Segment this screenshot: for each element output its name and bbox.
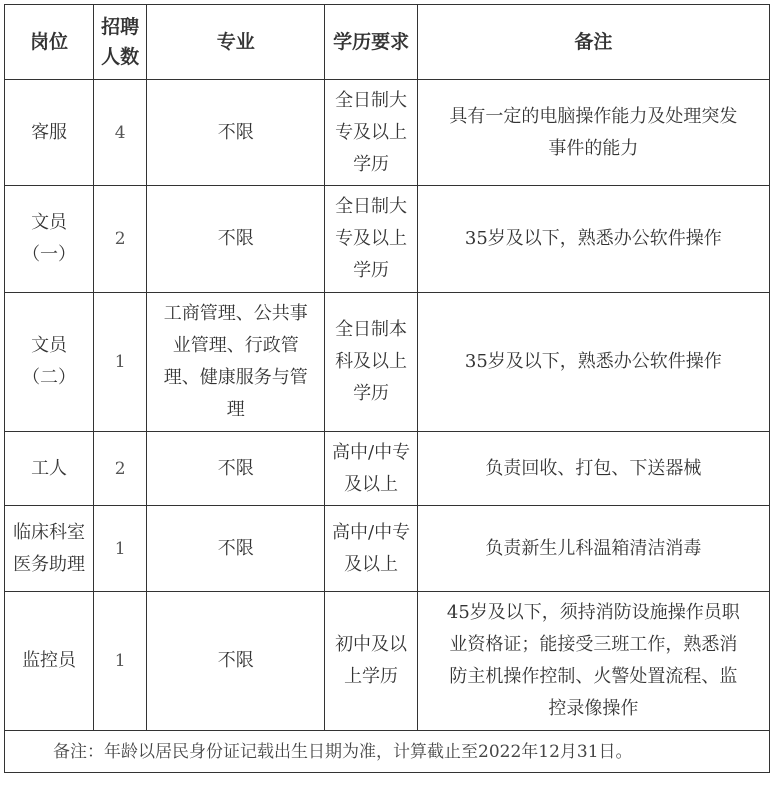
cell-notes-line: 具有一定的电脑操作能力及处理突发	[449, 105, 738, 127]
cell-position	[5, 432, 94, 506]
cell-notes-line: 负责新生儿科温箱清洁消毒	[485, 537, 702, 559]
cell-major-line: 不限	[217, 228, 254, 249]
cell-major	[147, 592, 325, 731]
cell-education	[325, 592, 417, 731]
cell-major-line: 不限	[217, 121, 254, 143]
cell-major-line: 理	[226, 399, 245, 420]
header-count-line: 人数	[101, 46, 140, 68]
cell-education-line: 学历	[353, 383, 390, 404]
cell-education-line: 高中/中专	[332, 521, 411, 543]
cell-education-line: 学历	[353, 153, 390, 175]
cell-education	[325, 186, 417, 293]
cell-position	[5, 80, 94, 186]
header-count	[94, 5, 147, 80]
cell-major	[147, 432, 325, 506]
cell-position-line: 工人	[31, 457, 68, 479]
cell-education-line: 全日制本	[335, 319, 408, 340]
cell-position	[5, 186, 94, 293]
footer-note: 备注：年龄以居民身份证记载出生日期为准，计算截止至2022年12月31日。	[5, 731, 770, 773]
cell-education	[325, 432, 417, 506]
cell-education	[325, 293, 417, 432]
cell-position-line: 监控员	[22, 650, 77, 671]
cell-major-line: 业管理、行政管	[172, 335, 299, 356]
cell-count: 4	[94, 80, 147, 186]
cell-position-line: 医务助理	[13, 553, 86, 575]
cell-education-line: 初中及以	[335, 634, 408, 655]
cell-notes-line: 业资格证；能接受三班工作，熟悉消	[449, 634, 738, 655]
cell-notes-line: 35岁及以下，熟悉办公软件操作	[464, 228, 722, 249]
cell-education-line: 及以上	[344, 553, 399, 575]
cell-education-line: 学历	[353, 260, 390, 281]
cell-position	[5, 506, 94, 592]
cell-major	[147, 506, 325, 592]
recruitment-table	[4, 4, 770, 773]
cell-major	[147, 293, 325, 432]
cell-education-line: 专及以上	[335, 121, 408, 143]
table-row	[5, 293, 770, 432]
cell-count: 1	[94, 506, 147, 592]
cell-position-line: 文员	[31, 335, 68, 356]
cell-notes-line: 防主机操作控制、火警处置流程、监	[449, 666, 738, 687]
cell-count: 2	[94, 432, 147, 506]
cell-education-line: 科及以上	[335, 351, 408, 372]
cell-major-line: 不限	[217, 457, 254, 479]
cell-major	[147, 186, 325, 293]
footer-row	[5, 731, 770, 773]
cell-count: 2	[94, 186, 147, 293]
cell-position-line: 临床科室	[13, 521, 86, 543]
cell-notes	[417, 293, 769, 432]
cell-position-line: 客服	[31, 121, 68, 143]
cell-notes-line: 35岁及以下，熟悉办公软件操作	[464, 351, 722, 372]
cell-count: 1	[94, 293, 147, 432]
header-count-line: 招聘	[101, 16, 140, 38]
cell-position	[5, 293, 94, 432]
cell-major-line: 工商管理、公共事	[163, 303, 308, 324]
cell-education-line: 高中/中专	[332, 441, 411, 463]
cell-education	[325, 80, 417, 186]
cell-notes-line: 45岁及以下，须持消防设施操作员职	[446, 602, 740, 623]
table-row	[5, 80, 770, 186]
header-row	[5, 5, 770, 80]
cell-education-line: 及以上	[344, 473, 399, 495]
cell-notes-line: 控录像操作	[548, 698, 639, 719]
header-position: 岗位	[5, 5, 94, 80]
cell-notes	[417, 186, 769, 293]
cell-position-line: （一）	[22, 244, 77, 265]
table-row	[5, 506, 770, 592]
cell-education-line: 上学历	[344, 666, 399, 687]
cell-notes	[417, 432, 769, 506]
cell-major-line: 不限	[217, 650, 254, 671]
cell-position-line: 文员	[31, 212, 68, 233]
cell-position	[5, 592, 94, 731]
cell-education-line: 专及以上	[335, 228, 408, 249]
cell-position-line: （二）	[22, 367, 77, 388]
header-education: 学历要求	[325, 5, 417, 80]
cell-education-line: 全日制大	[335, 196, 408, 217]
cell-education-line: 全日制大	[335, 89, 408, 111]
table-row	[5, 186, 770, 293]
cell-major-line: 不限	[217, 537, 254, 559]
cell-notes	[417, 592, 769, 731]
cell-major	[147, 80, 325, 186]
table-row	[5, 432, 770, 506]
header-major: 专业	[147, 5, 325, 80]
cell-notes-line: 事件的能力	[548, 137, 639, 159]
cell-notes-line: 负责回收、打包、下送器械	[485, 457, 702, 479]
cell-education	[325, 506, 417, 592]
cell-notes	[417, 80, 769, 186]
header-notes: 备注	[417, 5, 769, 80]
cell-major-line: 理、健康服务与管	[163, 367, 308, 388]
cell-notes	[417, 506, 769, 592]
cell-count: 1	[94, 592, 147, 731]
table-row	[5, 592, 770, 731]
